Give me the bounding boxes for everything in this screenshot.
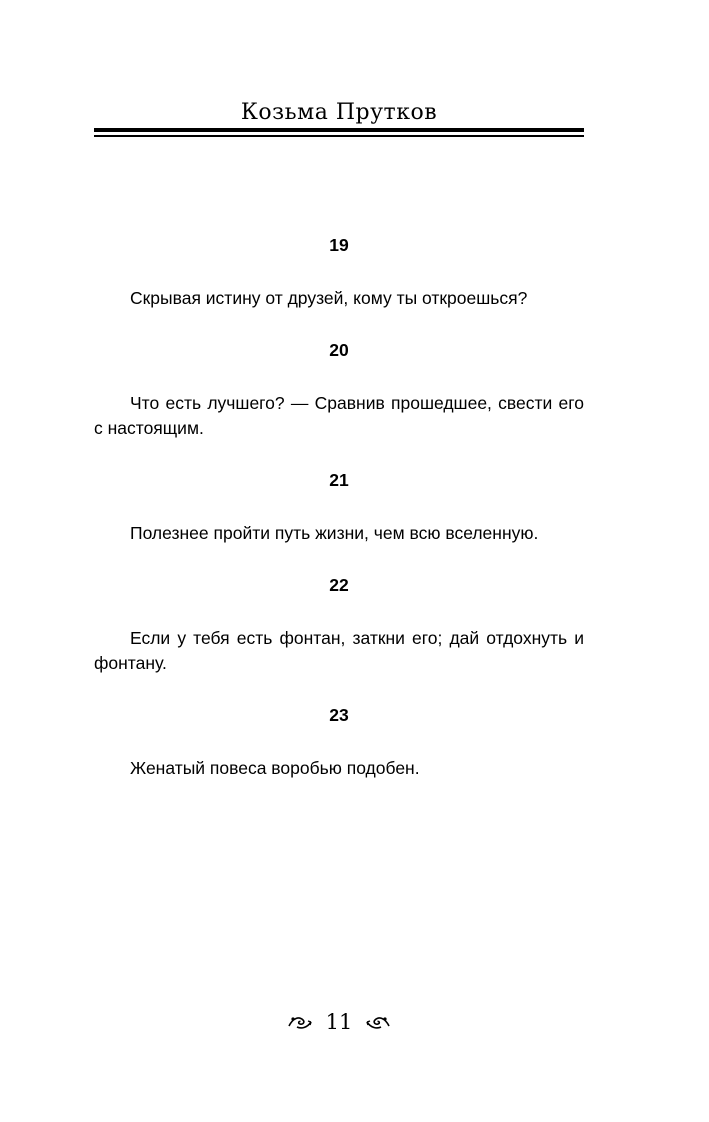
aphorism-21 [94,468,584,573]
aphorism-number: 23 [329,705,349,725]
header-rule-thin [94,135,584,137]
aphorism-text: Полезнее пройти путь жизни, чем всю вселенную. [130,523,539,543]
aphorism-text: Женатый повеса воробью подобен. [130,758,420,778]
page-body [94,233,584,781]
aphorism-number: 19 [329,235,349,255]
aphorism-text: Скрывая истину от друзей, кому ты откроешься? [130,288,528,308]
aphorism-20 [94,338,584,468]
aphorism-number: 22 [329,575,349,595]
aphorism-text: Что есть лучшего? — Сравнив прошедшее, свести его с настоящим. [94,393,584,438]
aphorism-22 [94,573,584,703]
fleuron-right-icon [365,1014,391,1030]
aphorism-text: Если у тебя есть фонтан, заткни его; дай отдохнуть и фонтану. [94,628,584,673]
page-number: 11 [325,1010,353,1034]
aphorism-23 [94,703,584,781]
aphorism-number: 20 [329,340,349,360]
aphorism-number: 21 [329,470,349,490]
page-footer [94,1008,584,1036]
running-header-title: Козьма Прутков [240,100,438,125]
header-rule-thick [94,128,584,132]
aphorism-19 [94,233,584,338]
fleuron-left-icon [287,1014,313,1030]
